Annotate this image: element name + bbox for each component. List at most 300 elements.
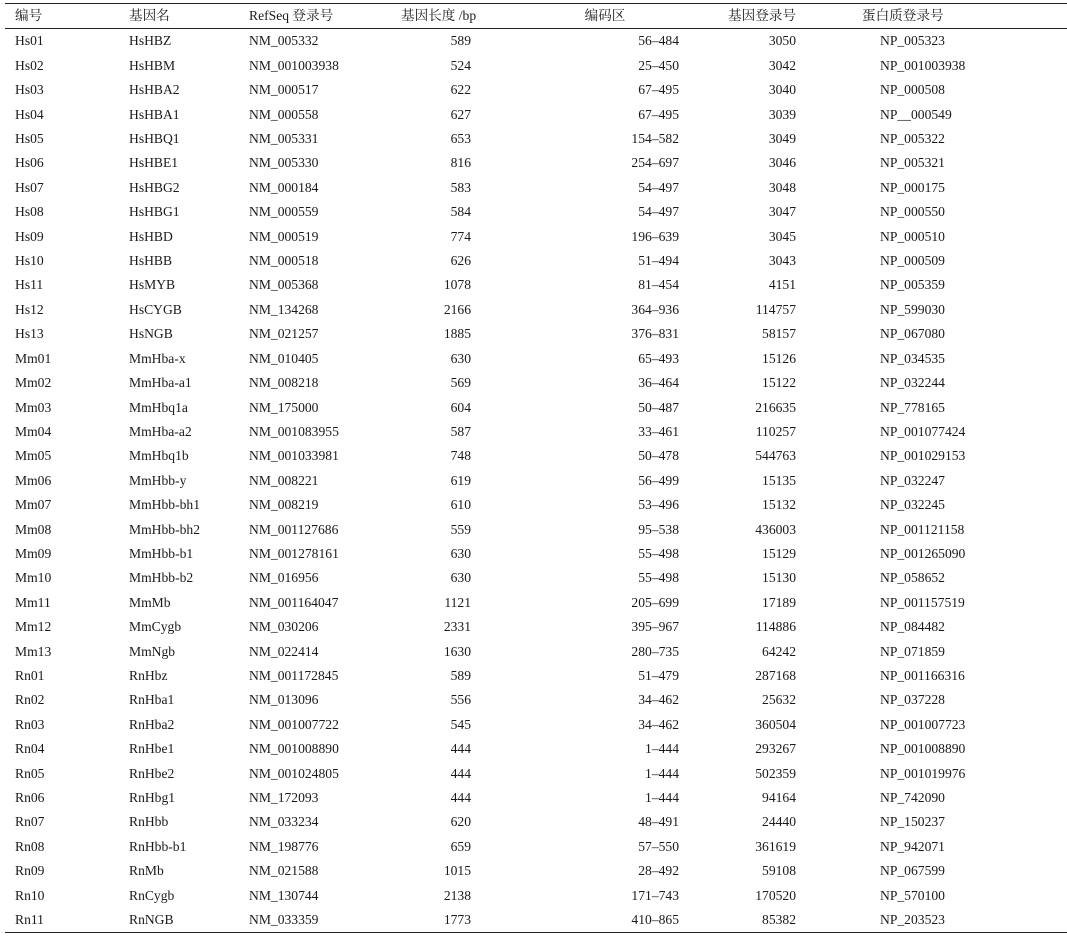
cell-protein-id: NP_001007723 [880, 716, 966, 732]
cell-id: Hs11 [15, 277, 44, 293]
cell-gene-name: RnHbz [129, 667, 168, 683]
cell-id: Mm11 [15, 594, 51, 610]
cell-protein-id: NP_001029153 [880, 448, 966, 464]
cell-id: Hs12 [15, 301, 44, 317]
cell-length: 589 [450, 33, 471, 49]
cell-gene-id: 15132 [762, 497, 796, 513]
cell-gene-id: 361619 [755, 838, 796, 854]
cell-gene-id: 3050 [768, 33, 796, 49]
cell-gene-id: 64242 [762, 643, 796, 659]
cell-gene-name: MmHbb-y [129, 472, 187, 488]
cell-cds: 205–699 [631, 594, 679, 610]
cell-refseq: NM_001024805 [249, 765, 339, 781]
cell-protein-id: NP__000549 [880, 106, 952, 122]
cell-id: Rn07 [15, 814, 45, 830]
cell-gene-id: 3048 [768, 179, 796, 195]
cell-protein-id: NP_150237 [880, 814, 945, 830]
cell-length: 569 [450, 375, 471, 391]
cell-id: Rn11 [15, 912, 44, 928]
header-gene-name: 基因名 [129, 8, 170, 23]
cell-refseq: NM_000184 [249, 179, 319, 195]
cell-protein-id: NP_000509 [880, 253, 945, 269]
cell-gene-name: HsHBA2 [129, 82, 180, 98]
table-row [5, 29, 1067, 54]
cell-gene-id: 15135 [762, 472, 796, 488]
table-row [5, 78, 1067, 102]
cell-gene-name: HsCYGB [129, 301, 182, 317]
cell-protein-id: NP_067599 [880, 863, 945, 879]
cell-gene-id: 216635 [755, 399, 796, 415]
cell-cds: 33–461 [638, 423, 679, 439]
table-row [5, 298, 1067, 322]
table-row [5, 347, 1067, 371]
cell-refseq: NM_000558 [249, 106, 319, 122]
cell-length: 748 [450, 448, 471, 464]
cell-gene-id: 114886 [755, 619, 796, 635]
cell-cds: 34–462 [638, 692, 679, 708]
header-protein-id: 蛋白质登录号 [862, 8, 944, 23]
cell-protein-id: NP_005321 [880, 155, 945, 171]
cell-gene-id: 25632 [762, 692, 796, 708]
table-row [5, 810, 1067, 834]
table-row [5, 737, 1067, 761]
cell-cds: 254–697 [631, 155, 679, 171]
cell-id: Hs13 [15, 326, 44, 342]
cell-gene-name: HsHBA1 [129, 106, 180, 122]
table-row [5, 591, 1067, 615]
cell-refseq: NM_001164047 [249, 594, 339, 610]
cell-cds: 50–487 [638, 399, 679, 415]
cell-protein-id: NP_203523 [880, 912, 945, 928]
cell-gene-id: 15122 [762, 375, 796, 391]
cell-id: Hs03 [15, 82, 44, 98]
cell-id: Hs06 [15, 155, 44, 171]
header-cds: 编码区 [584, 8, 626, 23]
cell-gene-name: HsNGB [129, 326, 173, 342]
cell-length: 1078 [443, 277, 471, 293]
table-row [5, 444, 1067, 468]
cell-gene-name: MmHba-x [129, 350, 186, 366]
cell-cds: 34–462 [638, 716, 679, 732]
table-row [5, 786, 1067, 810]
table-row [5, 835, 1067, 859]
cell-gene-id: 3047 [768, 204, 796, 220]
cell-refseq: NM_008218 [249, 375, 319, 391]
table-row [5, 200, 1067, 224]
cell-protein-id: NP_032247 [880, 472, 945, 488]
cell-cds: 376–831 [631, 326, 679, 342]
cell-protein-id: NP_071859 [880, 643, 945, 659]
cell-id: Mm07 [15, 497, 52, 513]
cell-id: Hs02 [15, 57, 44, 73]
cell-gene-id: 17189 [762, 594, 796, 610]
cell-refseq: NM_001172845 [249, 667, 339, 683]
cell-protein-id: NP_034535 [880, 350, 945, 366]
cell-gene-name: HsHBG1 [129, 204, 180, 220]
cell-id: Mm08 [15, 521, 52, 537]
cell-cds: 67–495 [638, 106, 679, 122]
cell-id: Mm03 [15, 399, 52, 415]
cell-length: 559 [450, 521, 471, 537]
cell-length: 2166 [443, 301, 471, 317]
cell-gene-name: MmHbq1b [129, 448, 189, 464]
cell-refseq: NM_001127686 [249, 521, 339, 537]
cell-id: Rn08 [15, 838, 45, 854]
cell-refseq: NM_000517 [249, 82, 319, 98]
cell-gene-id: 3046 [768, 155, 796, 171]
cell-refseq: NM_134268 [249, 301, 319, 317]
cell-gene-name: MmHbb-b1 [129, 545, 194, 561]
cell-protein-id: NP_058652 [880, 570, 945, 586]
cell-cds: 28–492 [638, 863, 679, 879]
cell-gene-name: HsHBM [129, 57, 176, 73]
table-row [5, 566, 1067, 590]
cell-length: 619 [450, 472, 471, 488]
cell-id: Hs08 [15, 204, 44, 220]
table-row [5, 908, 1067, 933]
cell-refseq: NM_001083955 [249, 423, 339, 439]
cell-cds: 50–478 [638, 448, 679, 464]
cell-length: 774 [450, 228, 471, 244]
cell-refseq: NM_005368 [249, 277, 319, 293]
cell-refseq: NM_021257 [249, 326, 319, 342]
cell-refseq: NM_016956 [249, 570, 319, 586]
cell-length: 622 [450, 82, 471, 98]
cell-length: 2138 [443, 887, 471, 903]
cell-id: Hs04 [15, 106, 44, 122]
cell-gene-name: RnMb [129, 863, 164, 879]
table-row [5, 54, 1067, 78]
cell-length: 589 [450, 667, 471, 683]
cell-cds: 81–454 [638, 277, 679, 293]
cell-gene-id: 544763 [755, 448, 796, 464]
cell-length: 1885 [443, 326, 471, 342]
cell-gene-name: RnNGB [129, 912, 174, 928]
cell-gene-id: 3049 [768, 131, 796, 147]
cell-id: Mm02 [15, 375, 52, 391]
cell-refseq: NM_008219 [249, 497, 319, 513]
cell-gene-name: HsHBG2 [129, 179, 180, 195]
cell-gene-id: 3045 [768, 228, 796, 244]
cell-cds: 36–464 [638, 375, 679, 391]
cell-length: 444 [450, 790, 471, 805]
table-row [5, 518, 1067, 542]
cell-cds: 54–497 [638, 179, 679, 195]
header-gene-id: 基因登录号 [728, 8, 796, 23]
cell-gene-id: 4151 [768, 277, 796, 293]
cell-cds: 54–497 [638, 204, 679, 220]
cell-id: Mm09 [15, 545, 52, 561]
cell-refseq: NM_001008890 [249, 741, 339, 757]
cell-gene-name: RnCygb [129, 887, 175, 903]
cell-gene-id: 3040 [768, 82, 796, 98]
cell-cds: 95–538 [638, 521, 679, 537]
cell-cds: 55–498 [638, 545, 679, 561]
cell-cds: 196–639 [631, 228, 679, 244]
table-row [5, 371, 1067, 395]
table-row [5, 127, 1067, 151]
cell-id: Mm12 [15, 619, 52, 635]
cell-refseq: NM_198776 [249, 838, 319, 854]
cell-length: 545 [450, 716, 471, 732]
cell-length: 659 [450, 838, 471, 854]
cell-refseq: NM_022414 [249, 643, 319, 659]
cell-length: 556 [450, 692, 471, 708]
cell-cds: 280–735 [631, 643, 679, 659]
cell-protein-id: NP_001265090 [880, 545, 966, 561]
cell-gene-name: MmHbb-b2 [129, 570, 194, 586]
cell-protein-id: NP_005323 [880, 33, 945, 49]
header-refseq: RefSeq 登录号 [249, 8, 334, 23]
header-id: 编号 [15, 8, 43, 23]
cell-id: Rn09 [15, 863, 45, 879]
cell-cds: 410–865 [631, 912, 679, 928]
cell-protein-id: NP_942071 [880, 838, 945, 854]
cell-length: 584 [450, 204, 471, 220]
cell-refseq: NM_005332 [249, 33, 319, 49]
table-row [5, 762, 1067, 786]
cell-length: 524 [450, 57, 471, 73]
cell-gene-id: 15126 [762, 350, 796, 366]
cell-length: 2331 [443, 619, 471, 635]
cell-gene-name: MmCygb [129, 619, 182, 635]
table-header [5, 4, 1067, 29]
cell-gene-name: MmHbb-bh2 [129, 521, 200, 537]
cell-gene-name: MmMb [129, 594, 171, 610]
cell-protein-id: NP_001157519 [880, 594, 965, 610]
cell-protein-id: NP_001019976 [880, 765, 966, 781]
cell-refseq: NM_005331 [249, 131, 319, 147]
cell-length: 604 [450, 399, 471, 415]
cell-id: Mm10 [15, 570, 52, 586]
cell-cds: 56–484 [638, 33, 679, 49]
cell-gene-name: HsHBZ [129, 33, 172, 49]
table-row [5, 884, 1067, 908]
cell-gene-id: 170520 [755, 887, 796, 903]
cell-gene-name: RnHbe2 [129, 765, 175, 781]
cell-protein-id: NP_000550 [880, 204, 945, 220]
cell-gene-name: RnHba1 [129, 692, 175, 708]
cell-protein-id: NP_001121158 [880, 521, 965, 537]
cell-refseq: NM_021588 [249, 863, 319, 879]
cell-protein-id: NP_084482 [880, 619, 945, 635]
cell-cds: 56–499 [638, 472, 679, 488]
cell-refseq: NM_001033981 [249, 448, 339, 464]
cell-length: 626 [450, 253, 471, 269]
table-row [5, 615, 1067, 639]
cell-protein-id: NP_001166316 [880, 667, 965, 683]
cell-refseq: NM_001003938 [249, 57, 339, 73]
cell-protein-id: NP_001008890 [880, 741, 966, 757]
cell-id: Mm06 [15, 472, 52, 488]
cell-gene-id: 110257 [755, 423, 796, 439]
cell-refseq: NM_033359 [249, 912, 319, 928]
cell-refseq: NM_033234 [249, 814, 319, 830]
cell-length: 1773 [443, 912, 471, 928]
cell-gene-id: 3039 [768, 106, 796, 122]
cell-gene-id: 114757 [755, 301, 796, 317]
cell-length: 610 [450, 497, 471, 513]
cell-gene-id: 3043 [768, 253, 796, 269]
cell-refseq: NM_130744 [249, 887, 319, 903]
cell-gene-id: 85382 [762, 912, 796, 928]
cell-cds: 51–479 [638, 667, 679, 683]
cell-length: 444 [450, 765, 471, 781]
cell-gene-name: MmHbb-bh1 [129, 497, 200, 513]
cell-protein-id: NP_000175 [880, 179, 945, 195]
cell-protein-id: NP_000510 [880, 228, 945, 244]
cell-gene-name: RnHbe1 [129, 741, 175, 757]
table-row [5, 542, 1067, 566]
table-row [5, 859, 1067, 883]
cell-id: Mm01 [15, 350, 52, 366]
cell-id: Rn04 [15, 741, 45, 757]
cell-gene-id: 24440 [762, 814, 796, 830]
cell-gene-id: 15129 [762, 545, 796, 561]
cell-gene-name: MmHba-a1 [129, 375, 192, 391]
cell-length: 587 [450, 423, 471, 439]
cell-refseq: NM_005330 [249, 155, 319, 171]
cell-length: 630 [450, 570, 471, 586]
cell-cds: 55–498 [638, 570, 679, 586]
cell-id: Hs10 [15, 253, 44, 269]
cell-protein-id: NP_000508 [880, 82, 945, 98]
cell-protein-id: NP_001077424 [880, 423, 966, 439]
table-row [5, 396, 1067, 420]
cell-gene-name: MmNgb [129, 643, 176, 659]
cell-protein-id: NP_742090 [880, 790, 945, 805]
cell-gene-name: HsMYB [129, 277, 176, 293]
cell-length: 583 [450, 179, 471, 195]
cell-cds: 67–495 [638, 82, 679, 98]
cell-gene-id: 15130 [762, 570, 796, 586]
table-row [5, 322, 1067, 346]
cell-id: Mm04 [15, 423, 52, 439]
cell-refseq: NM_013096 [249, 692, 319, 708]
cell-gene-name: HsHBB [129, 253, 173, 269]
cell-cds: 364–936 [631, 301, 679, 317]
cell-id: Hs01 [15, 33, 44, 49]
cell-cds: 65–493 [638, 350, 679, 366]
header-row [5, 4, 1067, 29]
cell-length: 620 [450, 814, 471, 830]
table-row [5, 713, 1067, 737]
cell-refseq: NM_172093 [249, 790, 319, 805]
cell-cds: 154–582 [631, 131, 679, 147]
cell-refseq: NM_001278161 [249, 545, 339, 561]
cell-id: Hs05 [15, 131, 44, 147]
cell-refseq: NM_008221 [249, 472, 319, 488]
cell-length: 816 [450, 155, 471, 171]
cell-id: Rn02 [15, 692, 45, 708]
cell-refseq: NM_000559 [249, 204, 319, 220]
table-row [5, 469, 1067, 493]
table-row [5, 273, 1067, 297]
cell-protein-id: NP_001003938 [880, 57, 966, 73]
table-row [5, 103, 1067, 127]
cell-id: Rn05 [15, 765, 45, 781]
table-row [5, 249, 1067, 273]
cell-gene-id: 287168 [755, 667, 796, 683]
cell-gene-name: RnHba2 [129, 716, 175, 732]
cell-length: 627 [450, 106, 471, 122]
cell-id: Rn01 [15, 667, 45, 683]
header-length: 基因长度 /bp [401, 8, 477, 23]
gene-accession-table [5, 3, 1067, 933]
cell-gene-id: 58157 [762, 326, 796, 342]
cell-id: Hs09 [15, 228, 44, 244]
cell-length: 653 [450, 131, 471, 147]
cell-cds: 48–491 [638, 814, 679, 830]
cell-protein-id: NP_778165 [880, 399, 945, 415]
cell-gene-id: 360504 [755, 716, 796, 732]
cell-refseq: NM_000519 [249, 228, 319, 244]
cell-gene-name: MmHbq1a [129, 399, 188, 415]
cell-cds: 25–450 [638, 57, 679, 73]
cell-id: Mm05 [15, 448, 52, 464]
cell-refseq: NM_001007722 [249, 716, 339, 732]
cell-id: Rn06 [15, 790, 45, 805]
cell-gene-name: HsHBQ1 [129, 131, 180, 147]
cell-refseq: NM_030206 [249, 619, 319, 635]
cell-cds: 1–444 [645, 790, 679, 805]
table-row [5, 225, 1067, 249]
cell-id: Mm13 [15, 643, 52, 659]
cell-length: 1121 [444, 594, 471, 610]
cell-protein-id: NP_570100 [880, 887, 945, 903]
cell-id: Rn10 [15, 887, 45, 903]
cell-gene-id: 59108 [762, 863, 796, 879]
table-row [5, 420, 1067, 444]
cell-gene-name: HsHBD [129, 228, 173, 244]
cell-protein-id: NP_067080 [880, 326, 945, 342]
cell-protein-id: NP_032245 [880, 497, 945, 513]
cell-gene-id: 293267 [755, 741, 796, 757]
cell-cds: 53–496 [638, 497, 679, 513]
cell-gene-id: 3042 [768, 57, 796, 73]
cell-cds: 1–444 [645, 741, 679, 757]
cell-protein-id: NP_032244 [880, 375, 945, 391]
cell-protein-id: NP_599030 [880, 301, 945, 317]
cell-cds: 51–494 [638, 253, 679, 269]
cell-protein-id: NP_005322 [880, 131, 945, 147]
cell-refseq: NM_175000 [249, 399, 319, 415]
table-row [5, 493, 1067, 517]
cell-length: 1015 [443, 863, 471, 879]
cell-length: 630 [450, 350, 471, 366]
table-row [5, 688, 1067, 712]
cell-refseq: NM_010405 [249, 350, 319, 366]
table-body [5, 29, 1067, 933]
cell-length: 630 [450, 545, 471, 561]
cell-id: Rn03 [15, 716, 45, 732]
cell-protein-id: NP_037228 [880, 692, 945, 708]
table-row [5, 664, 1067, 688]
table-row [5, 176, 1067, 200]
cell-cds: 1–444 [645, 765, 679, 781]
cell-gene-name: MmHba-a2 [129, 423, 192, 439]
cell-gene-name: RnHbb [129, 814, 169, 830]
cell-cds: 395–967 [631, 619, 679, 635]
cell-gene-name: HsHBE1 [129, 155, 179, 171]
table-row [5, 640, 1067, 664]
cell-cds: 57–550 [638, 838, 679, 854]
cell-gene-id: 502359 [755, 765, 796, 781]
cell-length: 444 [450, 741, 471, 757]
cell-gene-id: 94164 [762, 790, 796, 805]
cell-cds: 171–743 [631, 887, 679, 903]
cell-id: Hs07 [15, 179, 44, 195]
